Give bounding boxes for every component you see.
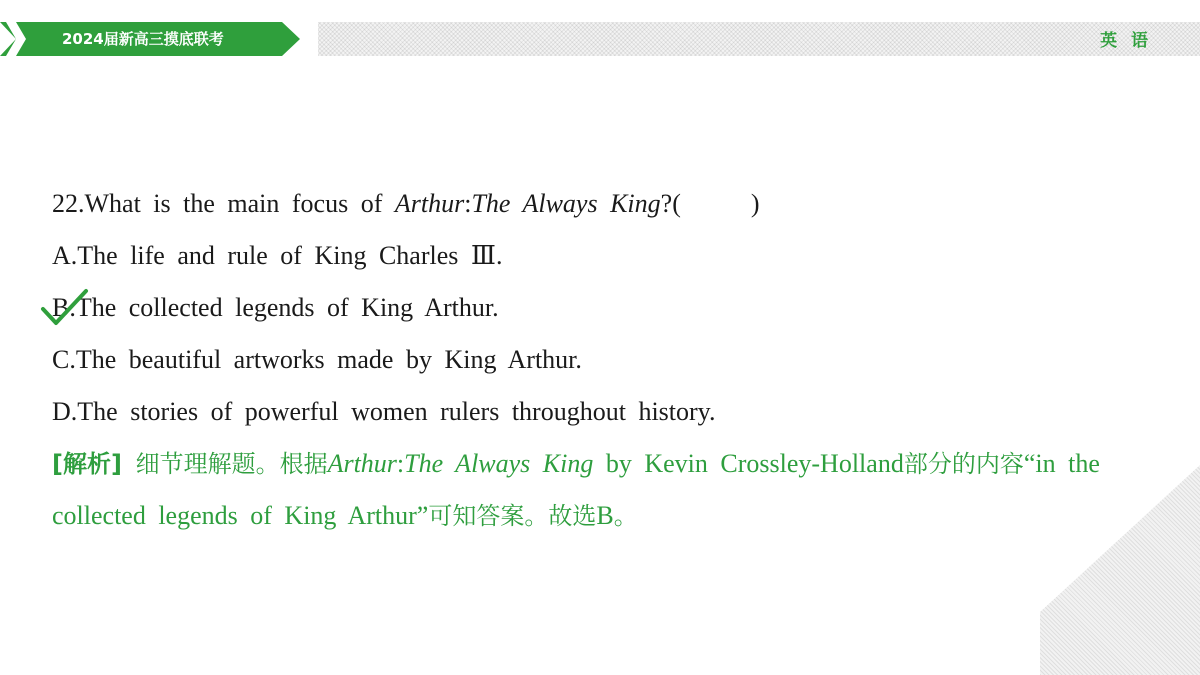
close-paren: ) [750,189,760,218]
checkmark-icon [40,287,90,331]
header-pattern-strip [318,22,1200,56]
option-c[interactable]: C.The beautiful artworks made by King Arthur. [52,345,582,374]
analysis-end: 可知答案。故选 [428,502,597,530]
header-banner [0,22,300,56]
subject-label: 英 语 [1100,31,1152,51]
book-title-colon: : [464,189,472,218]
analysis-title-part1: Arthur [327,449,397,478]
analysis-answer: B [596,501,614,530]
question-prefix: 22.What is the main focus of [52,189,395,218]
book-title-part1: Arthur [394,189,465,218]
analysis-period: 。 [613,502,638,530]
option-b[interactable]: B.The collected legends of King Arthur. [52,293,499,322]
option-d[interactable]: D.The stories of powerful women rulers throughout history. [52,397,716,426]
analysis-intro: 细节理解题。根据 [121,450,328,478]
analysis-quote: “in the collected legends of King Arthur” [52,449,1100,530]
analysis-tag: [解析] [52,450,122,478]
question-content [52,178,1142,542]
book-title-part2: The Always King [471,189,661,218]
analysis-author: by Kevin Crossley-Holland [593,449,904,478]
option-a[interactable]: A.The life and rule of King Charles Ⅲ. [52,241,503,270]
analysis-title-part2: The Always King [404,449,594,478]
analysis-section [52,438,1142,542]
exam-title: 2024届新高三摸底联考 [62,30,224,48]
analysis-title-colon: : [396,449,405,478]
question-stem [52,178,1142,230]
question-suffix: ?( [660,189,681,218]
analysis-mid: 部分的内容 [903,450,1024,478]
